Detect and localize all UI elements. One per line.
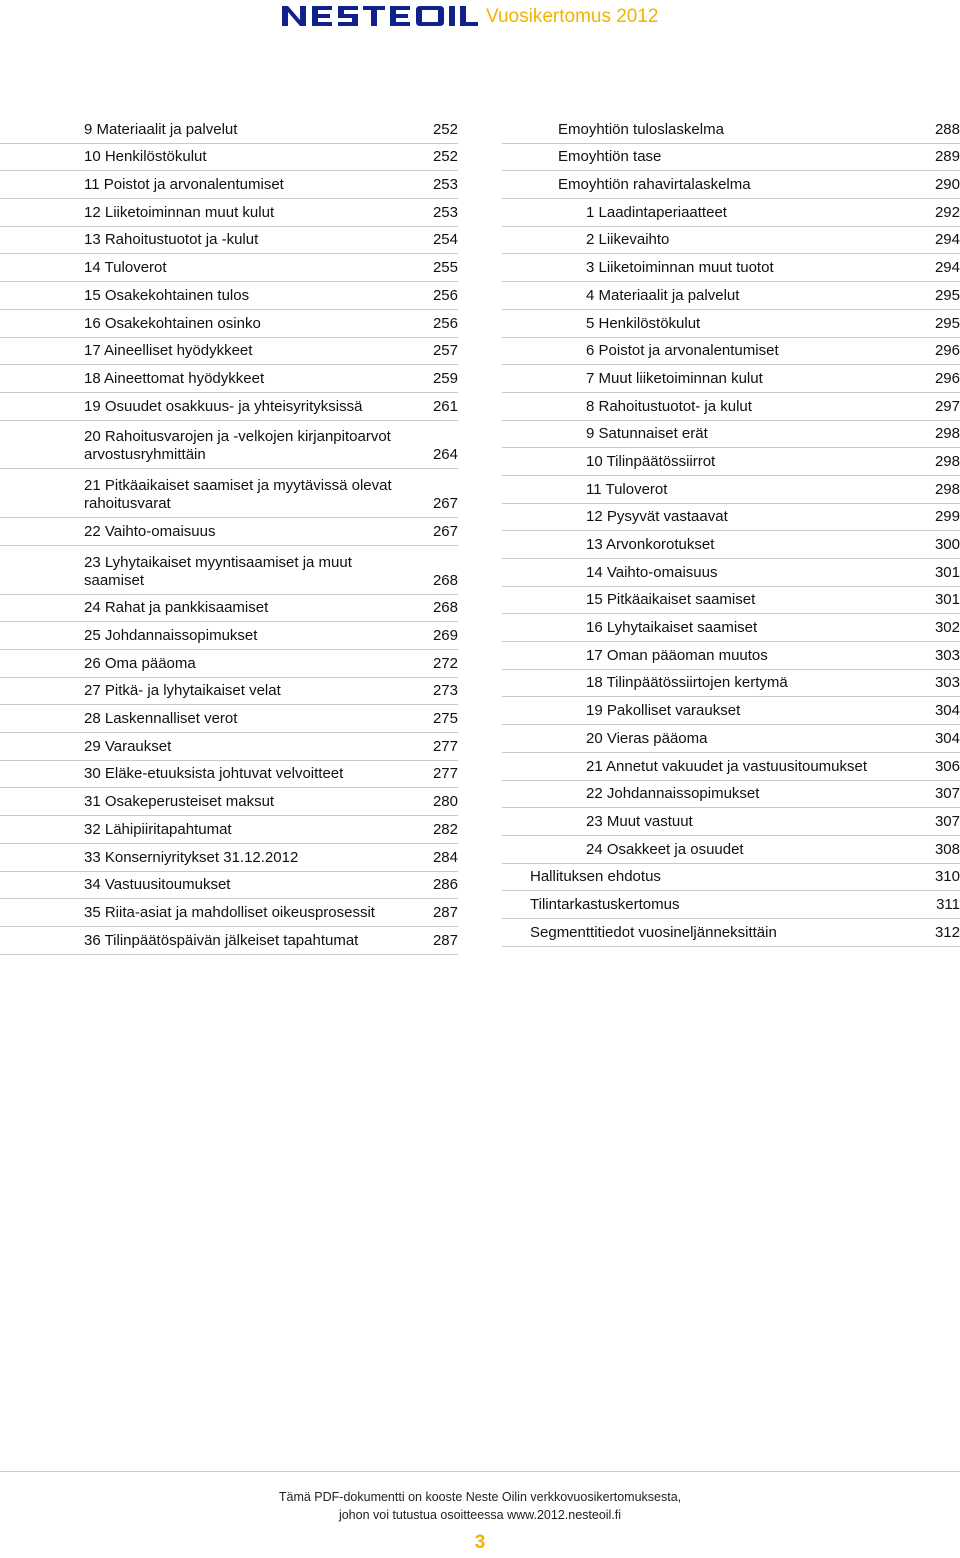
toc-entry-label: 20 Vieras pääoma <box>586 729 708 747</box>
toc-entry[interactable] <box>0 310 458 338</box>
toc-entry-page: 269 <box>432 627 458 645</box>
toc-entry[interactable] <box>0 622 458 650</box>
toc-entry-page: 294 <box>934 259 960 277</box>
toc-entry-page: 303 <box>934 646 960 664</box>
toc-entry-label: 16 Lyhytaikaiset saamiset <box>586 619 758 637</box>
toc-entry[interactable] <box>502 171 960 199</box>
toc-entry-page: 307 <box>934 812 960 830</box>
toc-entry[interactable] <box>502 365 960 393</box>
toc-entry[interactable] <box>0 227 458 255</box>
toc-entry[interactable] <box>502 808 960 836</box>
toc-entry-label: 19 Osuudet osakkuus- ja yhteisyrityksissä <box>84 397 363 415</box>
toc-entry-label: 36 Tilinpäätöspäivän jälkeiset tapahtumat <box>84 931 359 949</box>
toc-entry-page: 289 <box>934 148 960 166</box>
toc-entry[interactable] <box>502 587 960 615</box>
toc-entry-label: 2 Liikevaihto <box>586 231 670 249</box>
toc-entry-label: 6 Poistot ja arvonalentumiset <box>586 342 779 360</box>
toc-entry-label: 5 Henkilöstökulut <box>586 314 701 332</box>
toc-entry[interactable] <box>0 421 458 470</box>
toc-entry-label: 31 Osakeperusteiset maksut <box>84 793 275 811</box>
toc-entry-label: 12 Pysyvät vastaavat <box>586 508 728 526</box>
toc-entry-page: 297 <box>934 397 960 415</box>
toc-entry-label: 24 Rahat ja pankkisaamiset <box>84 599 269 617</box>
toc-entry-page: 296 <box>934 342 960 360</box>
toc-entry-label: 4 Materiaalit ja palvelut <box>586 286 740 304</box>
toc-entry-page: 286 <box>432 876 458 894</box>
toc-entry[interactable] <box>502 891 960 919</box>
toc-entry-page: 302 <box>934 619 960 637</box>
toc-entry-label: 8 Rahoitustuotot- ja kulut <box>586 397 752 415</box>
page-header <box>280 0 800 36</box>
toc-entry-label: 7 Muut liiketoiminnan kulut <box>586 369 763 387</box>
toc-entry-page: 264 <box>432 446 458 464</box>
toc-entry-label: 20 Rahoitusvarojen ja -velkojen kirjanpitoarvot arvostusryhmittäin <box>84 428 391 464</box>
toc-entry[interactable] <box>502 338 960 366</box>
toc-entry-page: 257 <box>432 342 458 360</box>
toc-entry-page: 307 <box>934 785 960 803</box>
toc-entry-label: Emoyhtiön tuloslaskelma <box>558 120 724 138</box>
toc-entry[interactable] <box>0 705 458 733</box>
toc-entry-page: 282 <box>432 820 458 838</box>
toc-entry-label: 18 Aineettomat hyödykkeet <box>84 369 265 387</box>
toc-entry[interactable] <box>502 421 960 449</box>
toc-entry-label: 33 Konserniyritykset 31.12.2012 <box>84 848 299 866</box>
toc-entry-page: 295 <box>934 286 960 304</box>
toc-entry[interactable] <box>0 650 458 678</box>
toc-entry[interactable] <box>502 393 960 421</box>
toc-entry-label: 22 Johdannaissopimukset <box>586 785 760 803</box>
toc-entry-page: 256 <box>432 286 458 304</box>
toc-entry-label: 25 Johdannaissopimukset <box>84 627 258 645</box>
toc-entry-page: 280 <box>432 793 458 811</box>
toc-entry-label: 19 Pakolliset varaukset <box>586 702 741 720</box>
toc-entry[interactable] <box>502 642 960 670</box>
footer-note-line-1: Tämä PDF-dokumentti on kooste Neste Oilin verkkovuosikertomuksesta, <box>278 1490 682 1504</box>
toc-entry[interactable] <box>0 872 458 900</box>
toc-entry-page: 268 <box>432 599 458 617</box>
toc-entry[interactable] <box>502 199 960 227</box>
toc-entry[interactable] <box>0 393 458 421</box>
toc-entry-label: 14 Vaihto-omaisuus <box>586 563 718 581</box>
toc-entry[interactable] <box>0 927 458 955</box>
toc-entry-page: 272 <box>432 654 458 672</box>
toc-entry-label: 13 Rahoitustuotot ja -kulut <box>84 231 259 249</box>
footer-note-line-2: johon voi tutustua osoitteessa www.2012.nesteoil.fi <box>338 1508 622 1522</box>
toc-entry[interactable] <box>0 899 458 927</box>
toc-entry[interactable] <box>502 504 960 532</box>
toc-entry[interactable] <box>502 254 960 282</box>
neste-oil-logo <box>280 0 480 30</box>
toc-entry-page: 310 <box>934 868 960 886</box>
toc-entry[interactable] <box>502 864 960 892</box>
toc-entry-page: 312 <box>934 923 960 941</box>
toc-entry[interactable] <box>502 781 960 809</box>
toc-entry-page: 273 <box>432 682 458 700</box>
toc-entry-label: 24 Osakkeet ja osuudet <box>586 840 744 858</box>
toc-entry-page: 306 <box>934 757 960 775</box>
toc-entry-label: 17 Oman pääoman muutos <box>586 646 768 664</box>
toc-entry[interactable] <box>502 559 960 587</box>
toc-entry[interactable] <box>0 199 458 227</box>
toc-entry[interactable] <box>0 116 458 144</box>
toc-entry[interactable] <box>502 725 960 753</box>
toc-entry-label: 17 Aineelliset hyödykkeet <box>84 342 253 360</box>
toc-entry-page: 294 <box>934 231 960 249</box>
toc-entry-label: 14 Tuloverot <box>84 259 167 277</box>
toc-entry-label: 13 Arvonkorotukset <box>586 536 715 553</box>
toc-entry-label: 23 Lyhytaikaiset myyntisaamiset ja muut saamiset <box>84 553 352 589</box>
report-title: Vuosikertomus 2012 <box>486 6 659 27</box>
toc-entry-page: 308 <box>934 840 960 858</box>
toc-entry[interactable] <box>0 678 458 706</box>
footer-divider <box>0 1471 960 1472</box>
toc-entry[interactable] <box>502 282 960 310</box>
toc-entry[interactable] <box>502 448 960 476</box>
toc-entry-page: 275 <box>432 710 458 728</box>
toc-entry-page: 277 <box>432 737 458 755</box>
toc-entry-label: 9 Satunnaiset erät <box>586 425 708 443</box>
toc-entry[interactable] <box>0 595 458 623</box>
toc-entry-page: 304 <box>934 729 960 747</box>
toc-entry[interactable] <box>502 144 960 172</box>
toc-entry[interactable] <box>0 518 458 546</box>
toc-entry[interactable] <box>502 116 960 144</box>
toc-entry[interactable] <box>0 365 458 393</box>
toc-entry-page: 298 <box>934 452 960 470</box>
toc-entry-label: 18 Tilinpäätössiirtojen kertymä <box>586 674 788 692</box>
toc-entry-label: 34 Vastuusitoumukset <box>84 876 231 894</box>
toc-entry-label: 1 Laadintaperiaatteet <box>586 203 727 221</box>
toc-entry-page: 267 <box>432 522 458 540</box>
toc-entry-page: 253 <box>432 176 458 194</box>
toc-entry-page: 255 <box>432 259 458 277</box>
toc-entry[interactable] <box>502 614 960 642</box>
toc-entry-page: 253 <box>432 203 458 221</box>
toc-entry-label: 26 Oma pääoma <box>84 654 196 672</box>
toc-entry-label: Emoyhtiön tase <box>558 148 662 166</box>
toc-entry-page: 284 <box>432 848 458 866</box>
toc-entry[interactable] <box>0 733 458 761</box>
toc-entry-label: 3 Liiketoiminnan muut tuotot <box>586 259 774 277</box>
toc-entry[interactable] <box>502 476 960 504</box>
toc-left-column <box>0 116 458 955</box>
toc-entry-label: 28 Laskennalliset verot <box>84 710 238 728</box>
toc-entry-page: 267 <box>432 495 458 513</box>
toc-entry-label: 10 Henkilöstökulut <box>84 148 207 166</box>
toc-entry-label: 9 Materiaalit ja palvelut <box>84 120 238 138</box>
toc-entry[interactable] <box>502 919 960 947</box>
toc-entry-label: 21 Pitkäaikaiset saamiset ja myytävissä olevat rahoitusvarat <box>84 477 392 513</box>
toc-entry-page: 298 <box>934 425 960 443</box>
toc-entry-label: 30 Eläke-etuuksista johtuvat velvoitteet <box>84 765 344 783</box>
toc-entry-page: 261 <box>432 397 458 415</box>
toc-entry-page: 252 <box>432 120 458 138</box>
toc-entry[interactable] <box>502 227 960 255</box>
toc-entry-label: Segmenttitiedot vuosineljänneksittäin <box>530 923 777 941</box>
toc-entry-page: 301 <box>934 591 960 609</box>
toc-entry[interactable] <box>502 670 960 698</box>
toc-entry-label: 22 Vaihto-omaisuus <box>84 522 216 540</box>
toc-entry-label: 29 Varaukset <box>84 737 172 755</box>
toc-entry-label: 23 Muut vastuut <box>586 812 693 830</box>
toc-entry-page: 301 <box>934 563 960 581</box>
toc-entry-label: 10 Tilinpäätössiirrot <box>586 452 716 470</box>
toc-entry-label: Tilintarkastuskertomus <box>530 895 680 913</box>
toc-entry-label: 32 Lähipiiritapahtumat <box>84 820 232 838</box>
toc-entry[interactable] <box>0 282 458 310</box>
toc-entry-page: 296 <box>934 369 960 387</box>
toc-entry-page: 288 <box>934 120 960 138</box>
toc-entry[interactable] <box>0 144 458 172</box>
toc-entry[interactable] <box>502 753 960 781</box>
toc-entry-page: 287 <box>432 931 458 949</box>
toc-entry-page: 299 <box>934 508 960 526</box>
toc-entry-page: 300 <box>934 536 960 553</box>
toc-entry-page: 311 <box>936 895 960 913</box>
toc-right-column <box>502 116 960 947</box>
toc-entry-page: 268 <box>432 571 458 589</box>
toc-entry-label: 27 Pitkä- ja lyhytaikaiset velat <box>84 682 281 700</box>
toc-entry[interactable] <box>502 697 960 725</box>
toc-entry[interactable] <box>0 788 458 816</box>
toc-entry-page: 256 <box>432 314 458 332</box>
toc-entry-page: 252 <box>432 148 458 166</box>
toc-entry-page: 290 <box>934 176 960 194</box>
toc-entry-label: Hallituksen ehdotus <box>530 868 661 886</box>
toc-entry-page: 259 <box>432 369 458 387</box>
toc-entry[interactable] <box>502 310 960 338</box>
toc-entry[interactable] <box>0 254 458 282</box>
toc-entry[interactable] <box>0 816 458 844</box>
toc-entry-label: 12 Liiketoiminnan muut kulut <box>84 203 275 221</box>
toc-entry-page: 295 <box>934 314 960 332</box>
toc-entry-page: 298 <box>934 480 960 498</box>
toc-entry[interactable] <box>0 761 458 789</box>
toc-entry-page: 277 <box>432 765 458 783</box>
toc-entry[interactable] <box>0 338 458 366</box>
toc-entry[interactable] <box>502 836 960 864</box>
toc-entry[interactable] <box>0 469 458 518</box>
toc-entry-label: Emoyhtiön rahavirtalaskelma <box>558 176 751 194</box>
toc-entry-label: 11 Poistot ja arvonalentumiset <box>84 176 284 194</box>
toc-entry-label: 15 Osakekohtainen tulos <box>84 286 250 304</box>
toc-entry-label: 21 Annetut vakuudet ja vastuusitoumukset <box>586 757 868 775</box>
toc-entry-label: 15 Pitkäaikaiset saamiset <box>586 591 756 609</box>
toc-entry-page: 303 <box>934 674 960 692</box>
toc-entry-label: 35 Riita-asiat ja mahdolliset oikeusprosessit <box>84 903 375 921</box>
toc-entry[interactable] <box>0 171 458 199</box>
toc-entry[interactable] <box>0 844 458 872</box>
toc-entry-label: 16 Osakekohtainen osinko <box>84 314 261 332</box>
toc-entry-label: 11 Tuloverot <box>586 480 668 498</box>
toc-entry-page: 287 <box>432 903 458 921</box>
toc-entry-page: 292 <box>934 203 960 221</box>
toc-entry-page: 304 <box>934 702 960 720</box>
toc-entry-page: 254 <box>432 231 458 249</box>
toc-entry[interactable] <box>502 531 960 559</box>
toc-entry[interactable] <box>0 546 458 595</box>
page-number: 3 <box>474 1532 486 1553</box>
